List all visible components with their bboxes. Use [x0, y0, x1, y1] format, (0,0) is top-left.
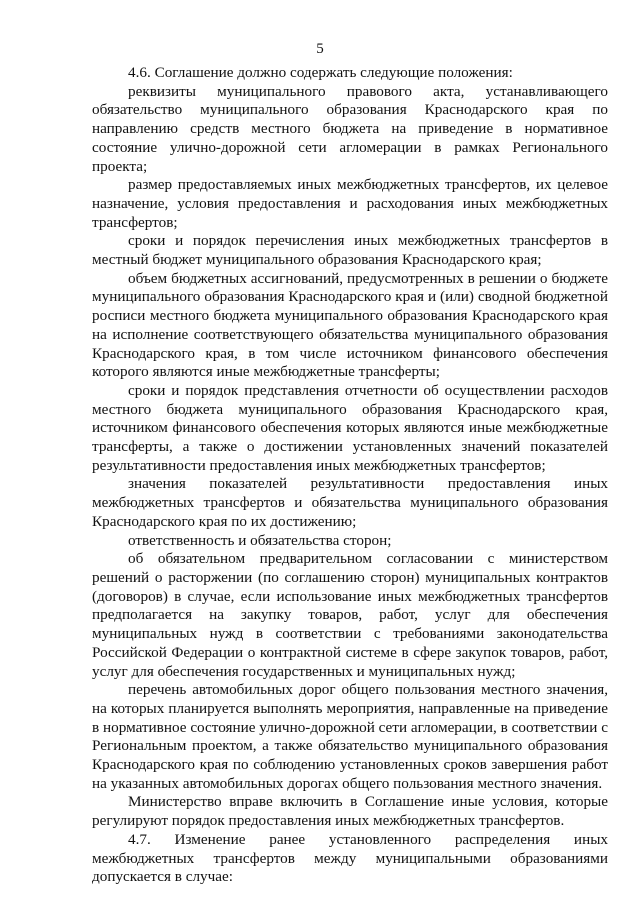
section-4-6-heading: 4.6. Соглашение должно содержать следующие положения: — [128, 64, 513, 81]
ministry-additional-conditions: Министерство вправе включить в Соглашение иные условия, которые регулируют порядок предоставления иных межбюджетных трансфертов. — [92, 793, 608, 830]
requirement-responsibility: ответственность и обязательства сторон; — [128, 531, 392, 549]
requirement-performance-indicators: значения показателей результативности предоставления иных межбюджетных трансфертов и обязательства муниципального образования Краснодарского края по их достижению; — [92, 475, 608, 530]
requirement-legal-act-details: реквизиты муниципального правового акта, устанавливающего обязательство муниципального образования Краснодарского края по направлению средств местного бюджета на приведение в нормативное состояние улично-дорожной сети агломерации в рамках Регионального проекта; — [92, 82, 608, 175]
document-body — [92, 64, 608, 887]
requirement-road-list: перечень автомобильных дорог общего пользования местного значения, на которых планируется выполнять мероприятия, направленные на приведение в нормативное состояние улично-дорожной сети агломерации, в соответствии с Региональным проектом, а также обязательство муниципального образования Краснодарского края по соблюдению установленных сроков завершения работ на указанных автомобильных дорогах общего пользования местного значения. — [92, 681, 608, 792]
page-number: 5 — [316, 41, 324, 57]
requirement-transfer-amount: размер предоставляемых иных межбюджетных трансфертов, их целевое назначение, условия предоставления и расходования иных межбюджетных трансфертов; — [92, 176, 608, 231]
requirement-transfer-schedule: сроки и порядок перечисления иных межбюджетных трансфертов в местный бюджет муниципального образования Краснодарского края; — [92, 232, 608, 269]
section-4-7-heading: 4.7. Изменение ранее установленного распределения иных межбюджетных трансфертов между муниципальными образованиями допускается в случае: — [92, 830, 608, 886]
requirement-reporting: сроки и порядок представления отчетности об осуществлении расходов местного бюджета муниципального образования Краснодарского края, источником финансового обеспечения которых являются иные межбюджетные трансферты, а также о достижении установленных значений показателей результативности предоставления иных межбюджетных трансфертов; — [92, 381, 608, 474]
requirement-contract-termination: об обязательном предварительном согласовании с министерством решений о расторжении (по соглашению сторон) муниципальных контрактов (договоров) в случае, если использование иных межбюджетных трансфертов предполагается на закупку товаров, работ, услуг для обеспечения муниципальных нужд в соответствии с требованиями законодательства Российской Федерации о контрактной системе в сфере закупок товаров, работ, услуг для обеспечения государственных и муниципальных нужд; — [92, 550, 608, 680]
requirement-budget-allocations: объем бюджетных ассигнований, предусмотренных в решении о бюджете муниципального образования Краснодарского края и (или) сводной бюджетной росписи местного бюджета муниципального образования Краснодарского края на исполнение соответствующего обязательства муниципального образования Краснодарского края, в том числе источником финансового обеспечения которого являются иные межбюджетные трансферты; — [92, 269, 608, 381]
